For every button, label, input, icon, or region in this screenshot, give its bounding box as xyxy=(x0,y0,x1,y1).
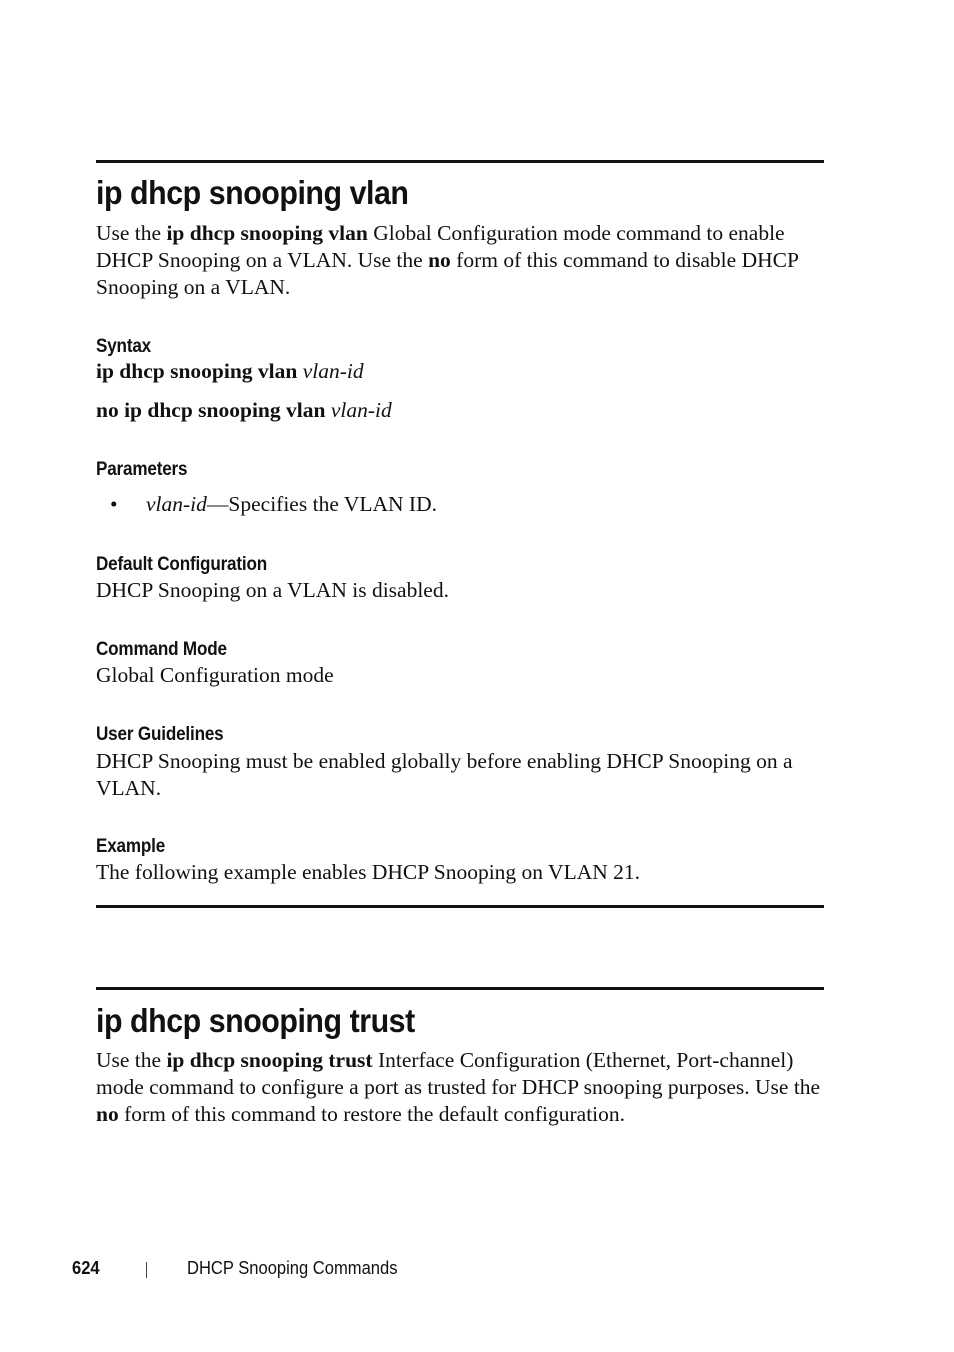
parameter-item: vlan-id—Specifies the VLAN ID. xyxy=(146,492,437,516)
rule-section-end xyxy=(96,905,824,908)
syntax-line-1: ip dhcp snooping vlan vlan-id xyxy=(96,359,364,383)
page-number: 624 xyxy=(72,1258,100,1278)
rule-section2-top xyxy=(96,987,824,990)
syntax-line-2: no ip dhcp snooping vlan vlan-id xyxy=(96,398,392,422)
default-config-text: DHCP Snooping on a VLAN is disabled. xyxy=(96,578,449,602)
example-text: The following example enables DHCP Snooping on VLAN 21. xyxy=(96,860,641,884)
command-mode-heading: Command Mode xyxy=(96,639,227,660)
default-config-heading: Default Configuration xyxy=(96,554,268,575)
intro-paragraph-trust: Use the ip dhcp snooping trust Interface Configuration (Ethernet, Port-channel) mode command to configure a port as trusted for DHCP snooping purposes. Use the no form of this command to restore the default configuration. xyxy=(96,1048,821,1126)
user-guidelines-text: DHCP Snooping must be enabled globally before enabling DHCP Snooping on a VLAN. xyxy=(96,749,793,800)
user-guidelines-heading: User Guidelines xyxy=(96,724,224,745)
bullet-icon: • xyxy=(110,492,118,516)
section-title-trust: ip dhcp snooping trust xyxy=(96,1002,415,1039)
footer-separator xyxy=(146,1262,147,1278)
parameters-heading: Parameters xyxy=(96,459,188,480)
example-heading: Example xyxy=(96,836,166,857)
chapter-title: DHCP Snooping Commands xyxy=(187,1258,398,1278)
intro-paragraph-vlan: Use the ip dhcp snooping vlan Global Configuration mode command to enable DHCP Snooping on a VLAN. Use the no form of this command to disable DHCP Snooping on a VLAN. xyxy=(96,221,799,299)
rule-top xyxy=(96,160,824,163)
section-title-vlan: ip dhcp snooping vlan xyxy=(96,174,409,211)
command-mode-text: Global Configuration mode xyxy=(96,663,334,687)
syntax-heading: Syntax xyxy=(96,336,151,357)
